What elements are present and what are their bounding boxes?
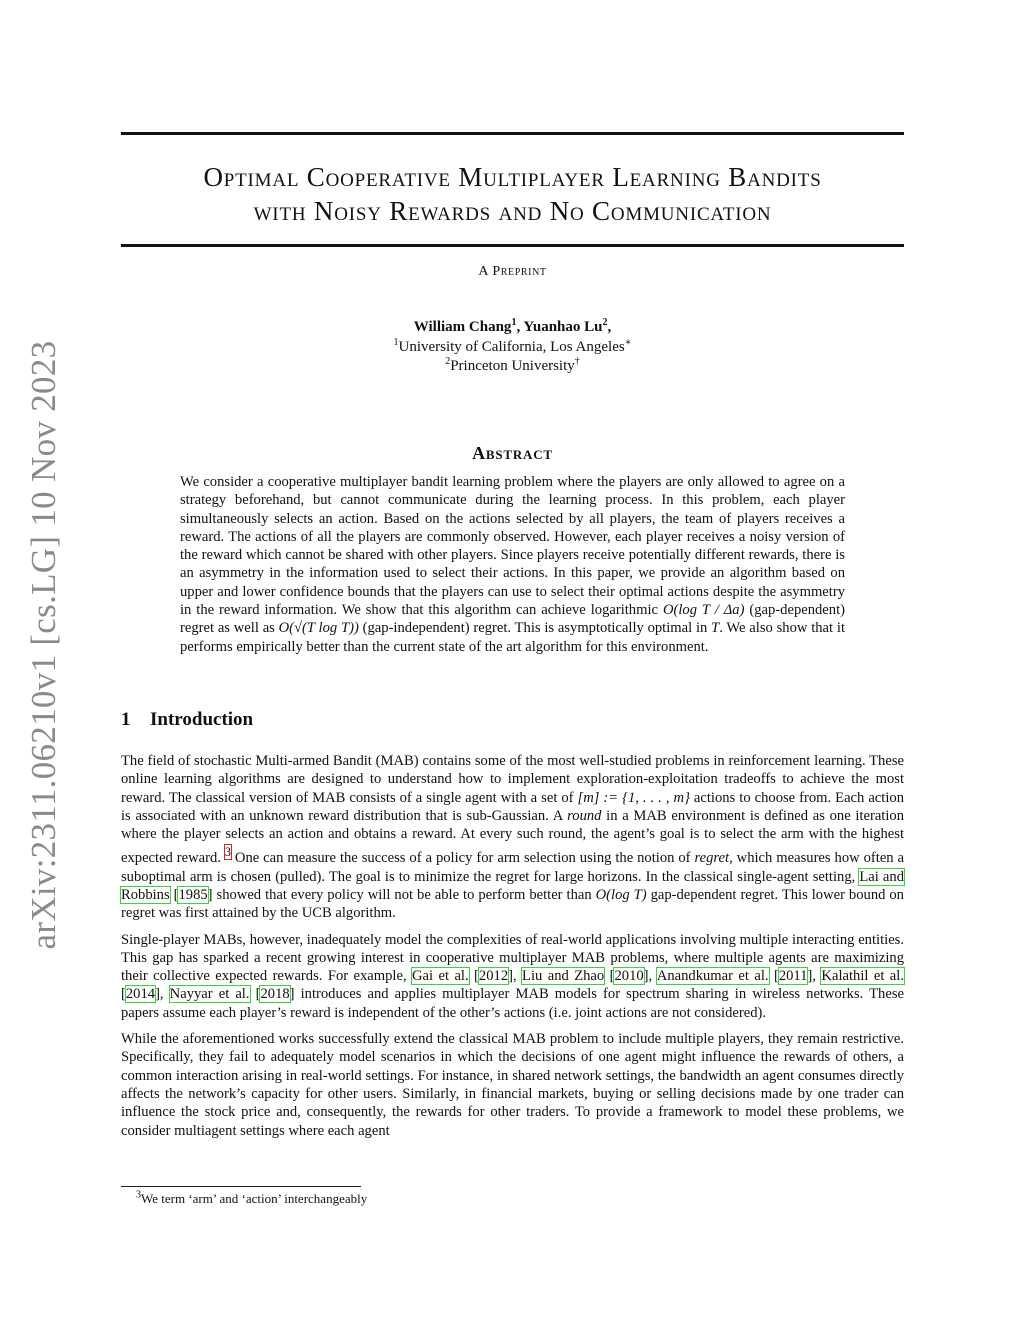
citation-anandkumar-year[interactable]: 2011 xyxy=(778,968,808,985)
footnote-rule xyxy=(121,1186,361,1187)
author-1-mark: 1 xyxy=(511,317,517,328)
author-names xyxy=(121,318,904,338)
citation-lai-robbins[interactable]: Lai and Robbins xyxy=(121,868,904,903)
citation-kalathil[interactable]: Kalathil et al. xyxy=(821,968,904,985)
citation-liu-zhao-year[interactable]: 2010 xyxy=(614,968,644,985)
footnote xyxy=(136,1191,367,1207)
affiliation-2 xyxy=(121,357,904,377)
math-lower-bound: O(log T) xyxy=(595,886,647,903)
author-separator: , xyxy=(516,319,524,335)
abstract-part-2: (gap-dependent) regret as well as xyxy=(180,602,845,637)
paper-title xyxy=(121,160,904,228)
p1-text-g: gap-dependent regret. This lower bound on regret was first attained by the UCB algorithm. xyxy=(121,886,904,922)
author-1: William Chang xyxy=(413,319,512,335)
section-heading xyxy=(121,709,253,731)
term-round: round xyxy=(567,807,602,824)
affiliation-1-name: University of California, Los Angeles xyxy=(398,338,625,355)
math-sqrt-regret: O(√(T log T)) xyxy=(278,620,359,637)
footnote-text: We term ‘arm’ and ‘action’ interchangeably xyxy=(141,1191,368,1206)
p2-text-a: Single-player MABs, however, inadequately model the complexities of real-world applications involving multiple interacting entities. This gap has sparked a recent growing interest in cooperative multiplayer MAB problems, where multiple agents are maximizing their collective expected rewards. For example, xyxy=(121,931,904,985)
math-horizon: T xyxy=(711,620,720,637)
author-list-end: , xyxy=(607,319,612,335)
abstract-part-4: . We also show that it performs empirically better than the current state of the art algorithm for this environment. xyxy=(180,620,845,655)
paragraph-3: While the aforementioned works successfully extend the classical MAB problem to include multiple players, they remain restrictive. Specifically, they fail to adequately model scenarios in which the decisions of one agent might influence the rewards of others, a common interaction arising in real-world settings. For instance, in shared network settings, the bandwidth an agent consumes directly affects the network’s capacity for other users. Similarly, in financial markets, buying or selling decisions made by one trader can influence the stock price and, consequently, the rewards for other traders. To provide a framework to model these problems, we consider multiagent settings where each agent xyxy=(121,1031,904,1139)
p1-text-b: actions to choose from. Each action is associated with an unknown reward distribution that is sub-Gaussian. A xyxy=(121,789,904,824)
abstract-part-1: We consider a cooperative multiplayer bandit learning problem where the players are only allowed to agree on a strategy beforehand, but cannot communicate during the learning process. In this problem, each player simultaneously selects an action. Based on the actions selected by all players, the team of players receives a reward. The actions of all the players are commonly observed. However, each player receives a noisy version of the reward which cannot be shared with other players. Since players receive potentially different rewards, there is an asymmetry in the information used to select their actions. In this paper, we provide an algorithm based on upper and lower confidence bounds that the players can use to select their optimal actions despite the asymmetry in the reward information. We show that this algorithm can achieve logarithmic xyxy=(180,474,845,619)
citation-gai[interactable]: Gai et al. xyxy=(412,968,469,985)
p1-text-a: The field of stochastic Multi-armed Bandit (MAB) contains some of the most well-studied problems in reinforcement learning. These online learning algorithms are designed to understand how to implement exploration-exploitation tradeoffs to achieve the most reward. The classical version of MAB consists of a single agent with a set of xyxy=(121,753,904,806)
term-regret: regret xyxy=(694,850,730,867)
title-line-2: with Noisy Rewards and No Communication xyxy=(253,196,772,226)
paragraph-1: The field of stochastic Multi-armed Bandit (MAB) contains some of the most well-studied problems in reinforcement learning. These online learning algorithms are designed to understand how to implement exploration-exploitation tradeoffs to achieve the most reward. The classical version of MAB consists of a single agent with a set of [m] := {1, . . . , m} actions to choose from. Each action is associated with an unknown reward distribution that is sub-Gaussian. A round in a MAB environment is defined as one iteration where the player selects an action and obtains a reward. At every such round, the agent’s goal is to select the arm with the highest expected reward. $^3$ One can measure the success of a policy for arm selection using the notion of regret, which measures how often a suboptimal arm is chosen (pulled). The goal is to minimize the regret for large horizons. In the classical single-agent setting, Lai and Robbins [1985] showed that every policy will not be able to perform better than O(log T) gap-dependent regret. This lower bound on regret was first attained by the UCB algorithm. xyxy=(121,753,905,922)
author-2-mark: 2 xyxy=(602,317,608,328)
title-line-1: Optimal Cooperative Multiplayer Learning Bandits xyxy=(203,162,822,192)
affiliation-1 xyxy=(121,338,904,358)
abstract-text xyxy=(180,473,845,656)
affiliation-1-mark: 1 xyxy=(393,336,399,348)
footnote-mark: 3 xyxy=(136,1189,141,1201)
arxiv-sidebar-stamp xyxy=(18,340,70,950)
citation-kalathil-year[interactable]: 2014 xyxy=(125,986,156,1003)
p1-text-c: in a MAB environment is defined as one iteration where the player selects an action and obtains a reward. At every such round, the agent’s goal is to select the arm with the highest expected reward. xyxy=(121,807,904,867)
citation-nayyar[interactable]: Nayyar et al. xyxy=(169,986,250,1003)
author-2: Yuanhao Lu xyxy=(523,319,603,335)
p1-text-d: One can measure the success of a policy for arm selection using the notion of xyxy=(230,850,695,867)
p2-text-b: introduces and applies multiplayer MAB models for spectrum sharing in wireless networks. These papers assume each player’s reward is independent of the other’s actions (i.e. joint actions are not considered). xyxy=(121,986,904,1021)
math-log-regret: O(log T / Δa) xyxy=(662,602,745,619)
citation-anandkumar[interactable]: Anandkumar et al. xyxy=(656,968,769,985)
citation-lai-robbins-year[interactable]: 1985 xyxy=(178,886,208,903)
section-body xyxy=(121,752,904,1148)
citation-liu-zhao[interactable]: Liu and Zhao xyxy=(522,968,605,985)
affiliation-1-footnote-mark: ∗ xyxy=(624,336,632,348)
title-top-rule xyxy=(121,132,904,135)
section-number: 1 xyxy=(121,709,131,730)
p1-text-e: , which measures how often a suboptimal arm is chosen (pulled). The goal is to minimize the regret for large horizons. In the classical single-agent setting, xyxy=(121,850,905,885)
affiliation-2-name: Princeton University xyxy=(450,358,575,374)
affiliation-2-footnote-mark: † xyxy=(574,356,580,367)
author-block xyxy=(121,318,904,377)
abstract-part-3: (gap-independent) regret. This is asymptotically optimal in xyxy=(358,620,712,637)
citation-gai-year[interactable]: 2012 xyxy=(478,968,509,985)
section-title: Introduction xyxy=(150,709,254,730)
abstract-body xyxy=(180,473,845,656)
arxiv-identifier: arXiv:2311.06210v1 [cs.LG] 10 Nov 2023 xyxy=(24,340,63,950)
title-bottom-rule xyxy=(121,244,904,247)
abstract-heading: Abstract xyxy=(472,443,553,463)
preprint-label: A Preprint xyxy=(478,264,547,279)
affiliation-2-mark: 2 xyxy=(445,356,451,367)
footnote-link[interactable]: 3 xyxy=(224,845,231,860)
math-action-set: [m] := {1, . . . , m} xyxy=(577,789,690,806)
p1-text-f: showed that every policy will not be able to perform better than xyxy=(212,886,596,903)
citation-nayyar-year[interactable]: 2018 xyxy=(260,986,290,1003)
paragraph-2: Single-player MABs, however, inadequately model the complexities of real-world applications involving multiple interacting entities. This gap has sparked a recent growing interest in cooperative multiplayer MAB problems, where multiple agents are maximizing their collective expected rewards. For example, Gai et al. [2012], Liu and Zhao [2010], Anandkumar et al. [2011], Kalathil et al. [2014], Nayyar et al. [2018] introduces and applies multiplayer MAB models for spectrum sharing in wireless networks. These papers assume each player’s reward is independent of the other’s actions (i.e. joint actions are not considered). xyxy=(121,931,904,1021)
